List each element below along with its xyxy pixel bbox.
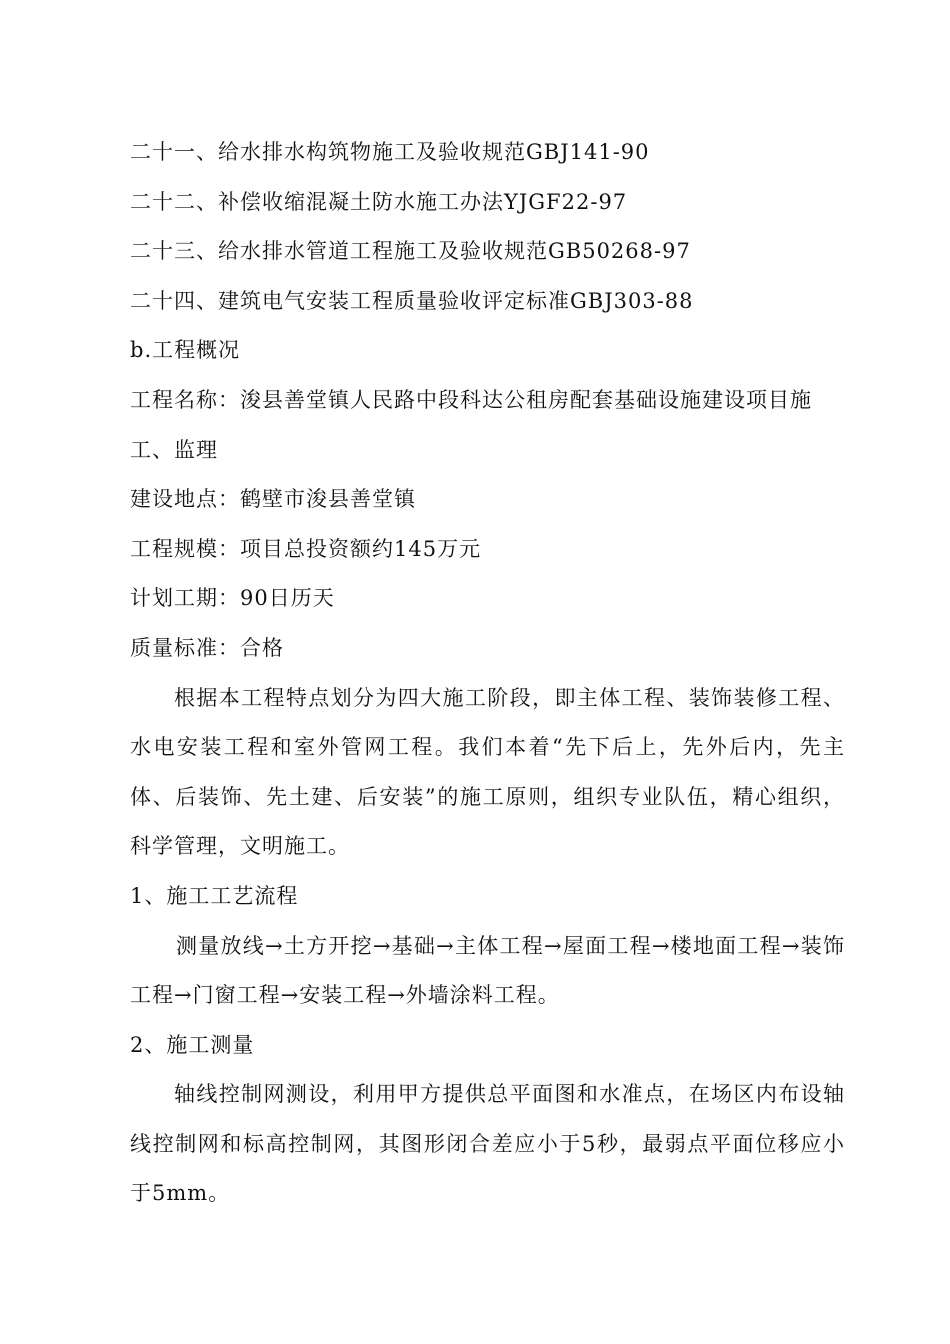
paragraph-survey: 轴线控制网测设，利用甲方提供总平面图和水准点，在场区内布设轴线控制网和标高控制网，其图形闭合差应小于5秒，最弱点平面位移应小于5mm。 — [130, 1082, 845, 1206]
period-field: 计划工期：90日历天 — [130, 586, 335, 611]
location-field: 建设地点：鹤壁市浚县善堂镇 — [130, 487, 416, 512]
project-name-field: 工程名称：浚县善堂镇人民路中段科达公租房配套基础设施建设项目施工、监理 — [130, 387, 812, 462]
standard-item-21: 二十一、给水排水构筑物施工及验收规范GBJ141-90 — [130, 140, 650, 164]
standard-item-24: 二十四、建筑电气安装工程质量验收评定标准GBJ303-88 — [130, 288, 694, 313]
paragraph-process-flow: 测量放线→土方开挖→基础→主体工程→屋面工程→楼地面工程→装饰工程→门窗工程→安装工程→外墙涂料工程。 — [130, 933, 845, 1008]
heading-process-flow: 1、施工工艺流程 — [130, 883, 299, 908]
quality-field: 质量标准：合格 — [130, 635, 284, 660]
standard-item-22: 二十二、补偿收缩混凝土防水施工办法YJGF22-97 — [130, 189, 628, 214]
standard-item-23: 二十三、给水排水管道工程施工及验收规范GB50268-97 — [130, 239, 691, 264]
paragraph-phases: 根据本工程特点划分为四大施工阶段，即主体工程、装饰装修工程、水电安装工程和室外管网工程。我们本着“先下后上，先外后内，先主体、后装饰、先土建、后安装”的施工原则，组织专业队伍，精心组织，科学管理，文明施工。 — [130, 685, 845, 859]
section-heading-overview: b.工程概况 — [130, 338, 241, 363]
document-body — [130, 128, 845, 1219]
heading-survey: 2、施工测量 — [130, 1032, 255, 1057]
scale-field: 工程规模：项目总投资额约145万元 — [130, 536, 482, 561]
